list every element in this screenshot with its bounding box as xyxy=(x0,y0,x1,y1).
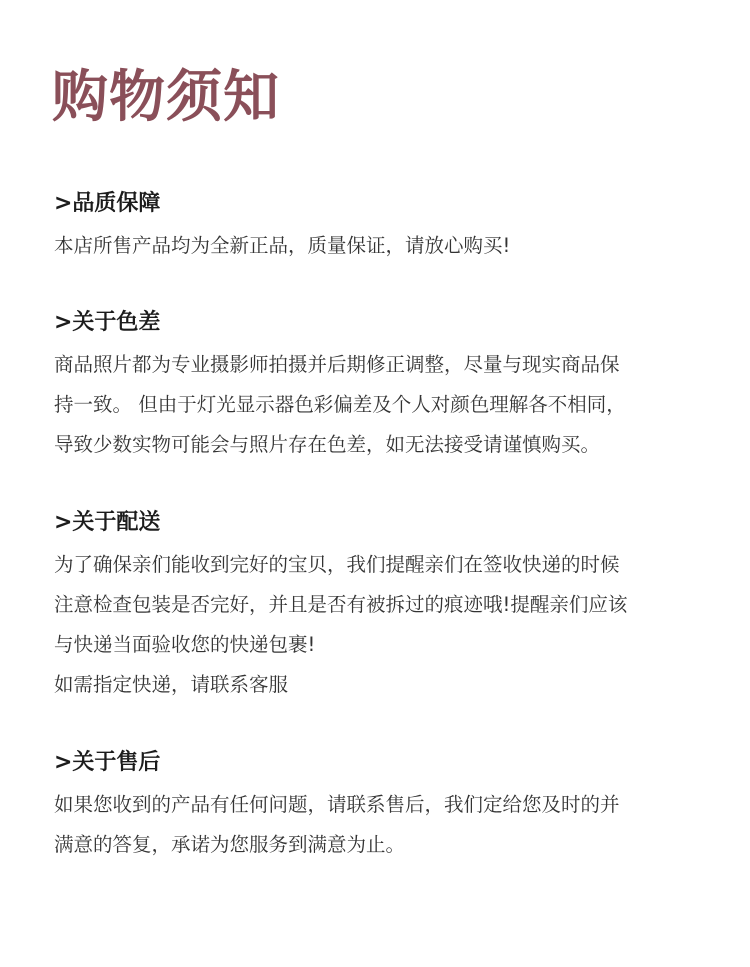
body-line: 注意检查包装是否完好，并且是否有被拆过的痕迹哦!提醒亲们应该 xyxy=(54,593,628,616)
page-title: 购物须知 xyxy=(52,65,280,130)
body-line: 本店所售产品均为全新正品，质量保证，请放心购买! xyxy=(54,234,511,257)
body-line: 与快递当面验收您的快递包裹! xyxy=(54,633,316,656)
body-line: 如果您收到的产品有任何问题，请联系售后，我们定给您及时的并 xyxy=(54,793,620,816)
section-heading: >关于配送 xyxy=(54,510,161,535)
section-heading: >品质保障 xyxy=(54,191,161,216)
section-after-sales xyxy=(54,748,704,865)
body-line: 如需指定快递，请联系客服 xyxy=(54,673,289,696)
body-line: 导致少数实物可能会与照片存在色差，如无法接受请谨慎购买。 xyxy=(54,433,601,456)
section-color-difference xyxy=(54,308,704,465)
body-line: 为了确保亲们能收到完好的宝贝，我们提醒亲们在签收快递的时候 xyxy=(54,553,620,576)
section-heading: >关于售后 xyxy=(54,750,161,775)
section-heading: >关于色差 xyxy=(54,310,161,335)
body-line: 满意的答复，承诺为您服务到满意为止。 xyxy=(54,833,406,856)
section-quality-guarantee xyxy=(54,189,704,266)
section-body xyxy=(54,545,704,705)
section-body xyxy=(54,785,704,865)
section-body xyxy=(54,345,704,465)
section-body xyxy=(54,226,704,266)
body-line: 商品照片都为专业摄影师拍摄并后期修正调整，尽量与现实商品保 xyxy=(54,353,620,376)
section-delivery xyxy=(54,508,704,705)
body-line: 持一致。 但由于灯光显示器色彩偏差及个人对颜色理解各不相同， xyxy=(54,393,626,416)
